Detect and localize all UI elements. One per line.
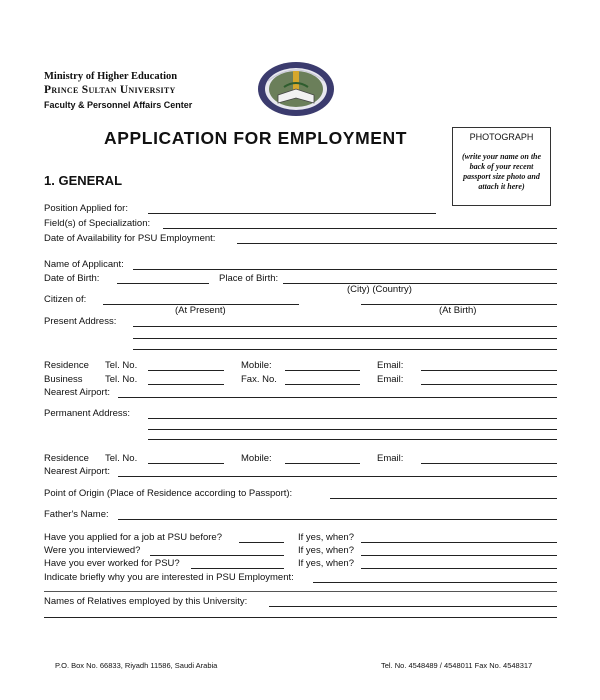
dob-input-line[interactable] [117, 283, 209, 284]
residence-tel-label: Tel. No. [105, 360, 138, 371]
pob-label: Place of Birth: [219, 273, 279, 284]
residence-tel-input-line[interactable] [148, 370, 224, 371]
permanent-address-line-2[interactable] [148, 429, 557, 430]
interviewed-input-line[interactable] [150, 555, 284, 556]
present-address-line-1[interactable] [133, 326, 557, 327]
availability-input-line[interactable] [237, 243, 557, 244]
permanent-tel-label: Tel. No. [105, 453, 138, 464]
relatives-input-line-2[interactable] [44, 617, 557, 618]
footer-address: P.O. Box No. 66833, Riyadh 11586, Saudi Arabia [55, 661, 218, 670]
business-tel-label: Tel. No. [105, 374, 138, 385]
worked-when-input-line[interactable] [361, 568, 557, 569]
present-address-label: Present Address: [44, 316, 117, 327]
footer-contact: Tel. No. 4548489 / 4548011 Fax No. 4548317 [381, 661, 533, 670]
name-input-line[interactable] [133, 269, 557, 270]
form-title: APPLICATION FOR EMPLOYMENT [104, 128, 408, 148]
at-present-caption: (At Present) [175, 305, 226, 316]
permanent-mobile-label: Mobile: [241, 453, 272, 464]
why-interested-label: Indicate briefly why you are interested in PSU Employment: [44, 572, 294, 583]
applied-when-label: If yes, when? [298, 532, 354, 543]
business-tel-input-line[interactable] [148, 384, 224, 385]
worked-before-label: Have you ever worked for PSU? [44, 558, 180, 569]
nearest-airport-input-line[interactable] [118, 397, 557, 398]
nearest-airport-label: Nearest Airport: [44, 387, 110, 398]
relatives-label: Names of Relatives employed by this University: [44, 596, 248, 607]
pob-input-line[interactable] [283, 283, 557, 284]
center-name: Faculty & Personnel Affairs Center [44, 100, 193, 110]
name-label: Name of Applicant: [44, 259, 124, 270]
permanent-address-line-3[interactable] [148, 439, 557, 440]
dob-label: Date of Birth: [44, 273, 100, 284]
citizen-label: Citizen of: [44, 294, 87, 305]
permanent-address-line-1[interactable] [148, 418, 557, 419]
photograph-label: PHOTOGRAPH [469, 132, 534, 142]
fields-input-line[interactable] [163, 228, 557, 229]
interviewed-when-input-line[interactable] [361, 555, 557, 556]
relatives-input-line[interactable] [269, 606, 557, 607]
business-email-label: Email: [377, 374, 404, 385]
permanent-airport-label: Nearest Airport: [44, 466, 110, 477]
permanent-mobile-input-line[interactable] [285, 463, 360, 464]
at-birth-caption: (At Birth) [439, 305, 477, 316]
applied-before-label: Have you applied for a job at PSU before? [44, 532, 222, 543]
position-input-line[interactable] [148, 213, 436, 214]
why-interested-input-line[interactable] [313, 582, 557, 583]
point-of-origin-input-line[interactable] [330, 498, 557, 499]
business-fax-label: Fax. No. [241, 374, 277, 385]
availability-label: Date of Availability for PSU Employment: [44, 233, 216, 244]
residence-email-input-line[interactable] [421, 370, 557, 371]
permanent-tel-input-line[interactable] [148, 463, 224, 464]
residence-mobile-input-line[interactable] [285, 370, 360, 371]
interviewed-label: Were you interviewed? [44, 545, 141, 556]
fields-label: Field(s) of Specialization: [44, 218, 151, 229]
university-seal-icon [256, 61, 336, 117]
photograph-box [452, 127, 551, 206]
permanent-address-label: Permanent Address: [44, 408, 131, 419]
interviewed-when-label: If yes, when? [298, 545, 354, 556]
father-name-input-line[interactable] [118, 519, 557, 520]
permanent-airport-input-line[interactable] [118, 476, 557, 477]
residence-email-label: Email: [377, 360, 404, 371]
city-country-caption: (City) (Country) [347, 284, 412, 295]
residence-label: Residence [44, 360, 89, 371]
permanent-email-input-line[interactable] [421, 463, 557, 464]
applied-before-input-line[interactable] [239, 542, 284, 543]
applied-when-input-line[interactable] [361, 542, 557, 543]
business-fax-input-line[interactable] [285, 384, 360, 385]
photograph-instructions: (write your name on the back of your recent passport size photo and attach it here) [461, 152, 542, 191]
residence-mobile-label: Mobile: [241, 360, 272, 371]
worked-before-input-line[interactable] [191, 568, 284, 569]
present-address-line-3[interactable] [133, 349, 557, 350]
worked-when-label: If yes, when? [298, 558, 354, 569]
ministry-name: Ministry of Higher Education [44, 71, 178, 82]
permanent-residence-label: Residence [44, 453, 89, 464]
permanent-email-label: Email: [377, 453, 404, 464]
section-divider [44, 591, 557, 592]
position-label: Position Applied for: [44, 203, 128, 214]
point-of-origin-label: Point of Origin (Place of Residence according to Passport): [44, 488, 293, 499]
business-email-input-line[interactable] [421, 384, 557, 385]
business-label: Business [44, 374, 83, 385]
section-general-heading: 1. GENERAL [44, 173, 123, 188]
father-name-label: Father's Name: [44, 509, 109, 520]
present-address-line-2[interactable] [133, 338, 557, 339]
university-name: Prince Sultan University [44, 84, 176, 96]
